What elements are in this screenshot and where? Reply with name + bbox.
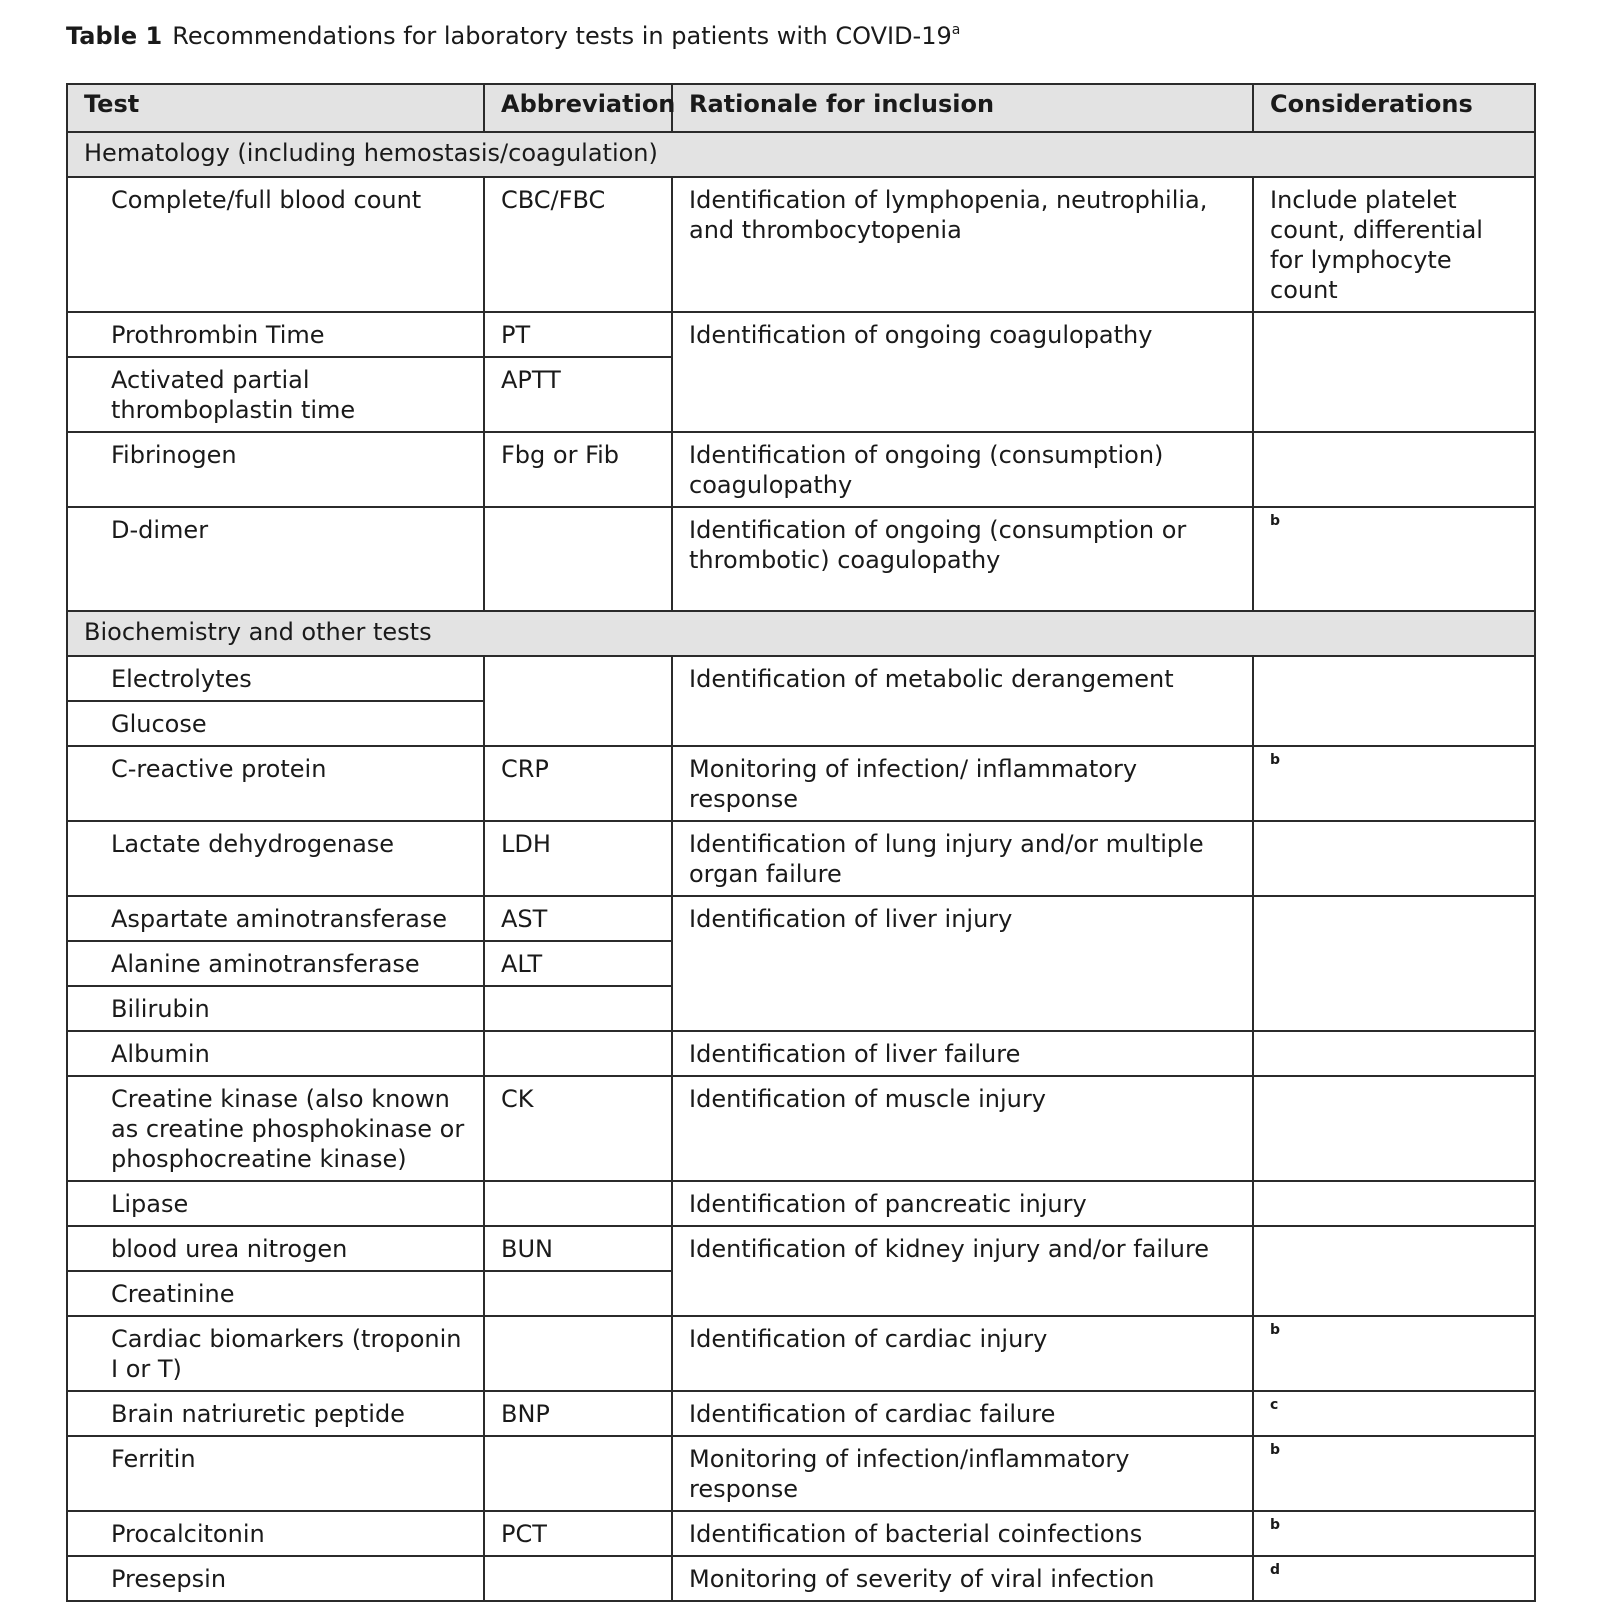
- test-cell: C-reactive protein: [67, 746, 484, 821]
- considerations-cell: [1253, 821, 1535, 896]
- abbreviation-cell: PCT: [484, 1511, 672, 1556]
- considerations-cell: [1253, 656, 1535, 746]
- footnote-marker: b: [1270, 1322, 1281, 1338]
- test-cell: Ferritin: [67, 1436, 484, 1511]
- footnote-marker: b: [1270, 1517, 1281, 1533]
- rationale-cell: Identification of pancreatic injury: [672, 1181, 1253, 1226]
- rationale-cell: Identification of bacterial coinfections: [672, 1511, 1253, 1556]
- rationale-cell: Identification of cardiac injury: [672, 1316, 1253, 1391]
- considerations-cell: [1253, 1511, 1535, 1556]
- rationale-cell: Identification of ongoing (consumption) coagulopathy: [672, 432, 1253, 507]
- abbreviation-cell: [484, 986, 672, 1031]
- abbreviation-cell: AST: [484, 896, 672, 941]
- rationale-cell: Identification of cardiac failure: [672, 1391, 1253, 1436]
- abbreviation-cell: BUN: [484, 1226, 672, 1271]
- abbreviation-cell: CK: [484, 1076, 672, 1181]
- header-abbreviation: Abbreviation: [484, 84, 672, 132]
- footnote-marker: b: [1270, 752, 1281, 768]
- abbreviation-cell: [484, 1181, 672, 1226]
- table-row: [67, 1556, 1535, 1601]
- footnote-marker: d: [1270, 1562, 1281, 1578]
- abbreviation-cell: CRP: [484, 746, 672, 821]
- test-cell: Aspartate aminotransferase: [67, 896, 484, 941]
- header-considerations: Considerations: [1253, 84, 1535, 132]
- test-cell: Lipase: [67, 1181, 484, 1226]
- test-cell: Prothrombin Time: [67, 312, 484, 357]
- table-row: [67, 656, 1535, 701]
- rationale-cell: Identification of muscle injury: [672, 1076, 1253, 1181]
- considerations-cell: [1253, 896, 1535, 1031]
- table-row: [67, 896, 1535, 941]
- header-test: Test: [67, 84, 484, 132]
- abbreviation-cell: Fbg or Fib: [484, 432, 672, 507]
- rationale-cell: Identification of liver injury: [672, 896, 1253, 1031]
- table-row: [67, 1226, 1535, 1271]
- table-row: [67, 1316, 1535, 1391]
- test-cell: blood urea nitrogen: [67, 1226, 484, 1271]
- table-row: [67, 177, 1535, 312]
- rationale-cell: Monitoring of infection/ inflammatory response: [672, 746, 1253, 821]
- abbreviation-cell: [484, 507, 672, 611]
- test-cell: Albumin: [67, 1031, 484, 1076]
- abbreviation-cell: BNP: [484, 1391, 672, 1436]
- rationale-cell: Monitoring of infection/inflammatory response: [672, 1436, 1253, 1511]
- table-row: [67, 1031, 1535, 1076]
- rationale-cell: Identification of liver failure: [672, 1031, 1253, 1076]
- table-label: Table 1: [66, 22, 163, 50]
- abbreviation-cell: [484, 656, 672, 746]
- table-row: [67, 1391, 1535, 1436]
- abbreviation-cell: [484, 1031, 672, 1076]
- section-row: [67, 132, 1535, 177]
- footnote-marker: b: [1270, 1442, 1281, 1458]
- rationale-cell: Identification of ongoing (consumption or thrombotic) coagulopathy: [672, 507, 1253, 611]
- table-title: Recommendations for laboratory tests in patients with COVID-19: [172, 22, 952, 50]
- section-title: Biochemistry and other tests: [67, 611, 1535, 656]
- rationale-cell: Identification of metabolic derangement: [672, 656, 1253, 746]
- rationale-cell: Identification of lung injury and/or multiple organ failure: [672, 821, 1253, 896]
- abbreviation-cell: [484, 1271, 672, 1316]
- considerations-cell: [1253, 1436, 1535, 1511]
- rationale-cell: Monitoring of severity of viral infection: [672, 1556, 1253, 1601]
- test-cell: Creatinine: [67, 1271, 484, 1316]
- footnote-marker: c: [1270, 1397, 1279, 1413]
- table-row: [67, 821, 1535, 896]
- lab-tests-table: [66, 83, 1536, 1602]
- section-row: [67, 611, 1535, 656]
- rationale-cell: Identification of kidney injury and/or failure: [672, 1226, 1253, 1316]
- considerations-cell: [1253, 1076, 1535, 1181]
- considerations-cell: [1253, 1031, 1535, 1076]
- considerations-cell: [1253, 507, 1535, 611]
- considerations-cell: [1253, 1316, 1535, 1391]
- header-row: [67, 84, 1535, 132]
- table-row: [67, 432, 1535, 507]
- test-cell: Procalcitonin: [67, 1511, 484, 1556]
- table-row: [67, 1436, 1535, 1511]
- rationale-cell: Identification of lymphopenia, neutrophilia, and thrombocytopenia: [672, 177, 1253, 312]
- rationale-cell: Identification of ongoing coagulopathy: [672, 312, 1253, 432]
- considerations-cell: [1253, 1181, 1535, 1226]
- test-cell: D-dimer: [67, 507, 484, 611]
- test-cell: Electrolytes: [67, 656, 484, 701]
- considerations-cell: [1253, 1391, 1535, 1436]
- abbreviation-cell: ALT: [484, 941, 672, 986]
- table-row: [67, 1181, 1535, 1226]
- considerations-cell: [1253, 432, 1535, 507]
- table-caption: [66, 18, 960, 54]
- abbreviation-cell: CBC/FBC: [484, 177, 672, 312]
- header-rationale: Rationale for inclusion: [672, 84, 1253, 132]
- considerations-cell: [1253, 746, 1535, 821]
- considerations-cell: [1253, 1556, 1535, 1601]
- footnote-marker: b: [1270, 513, 1281, 529]
- test-cell: Complete/full blood count: [67, 177, 484, 312]
- considerations-cell: [1253, 1226, 1535, 1316]
- considerations-cell: [1253, 312, 1535, 432]
- abbreviation-cell: [484, 1316, 672, 1391]
- test-cell: Fibrinogen: [67, 432, 484, 507]
- test-cell: Bilirubin: [67, 986, 484, 1031]
- test-cell: Creatine kinase (also known as creatine phosphokinase or phosphocreatine kinase): [67, 1076, 484, 1181]
- test-cell: Brain natriuretic peptide: [67, 1391, 484, 1436]
- table-row: [67, 507, 1535, 611]
- test-cell: Cardiac biomarkers (troponin I or T): [67, 1316, 484, 1391]
- table-row: [67, 1511, 1535, 1556]
- abbreviation-cell: [484, 1556, 672, 1601]
- table-row: [67, 1076, 1535, 1181]
- considerations-cell: Include platelet count, differential for lymphocyte count: [1253, 177, 1535, 312]
- abbreviation-cell: PT: [484, 312, 672, 357]
- test-cell: Alanine aminotransferase: [67, 941, 484, 986]
- test-cell: Lactate dehydrogenase: [67, 821, 484, 896]
- test-cell: Activated partial thromboplastin time: [67, 357, 484, 432]
- abbreviation-cell: APTT: [484, 357, 672, 432]
- test-cell: Glucose: [67, 701, 484, 746]
- section-title: Hematology (including hemostasis/coagulation): [67, 132, 1535, 177]
- table-row: [67, 746, 1535, 821]
- table-row: [67, 312, 1535, 357]
- test-cell: Presepsin: [67, 1556, 484, 1601]
- caption-footnote-marker: a: [951, 22, 961, 38]
- abbreviation-cell: [484, 1436, 672, 1511]
- abbreviation-cell: LDH: [484, 821, 672, 896]
